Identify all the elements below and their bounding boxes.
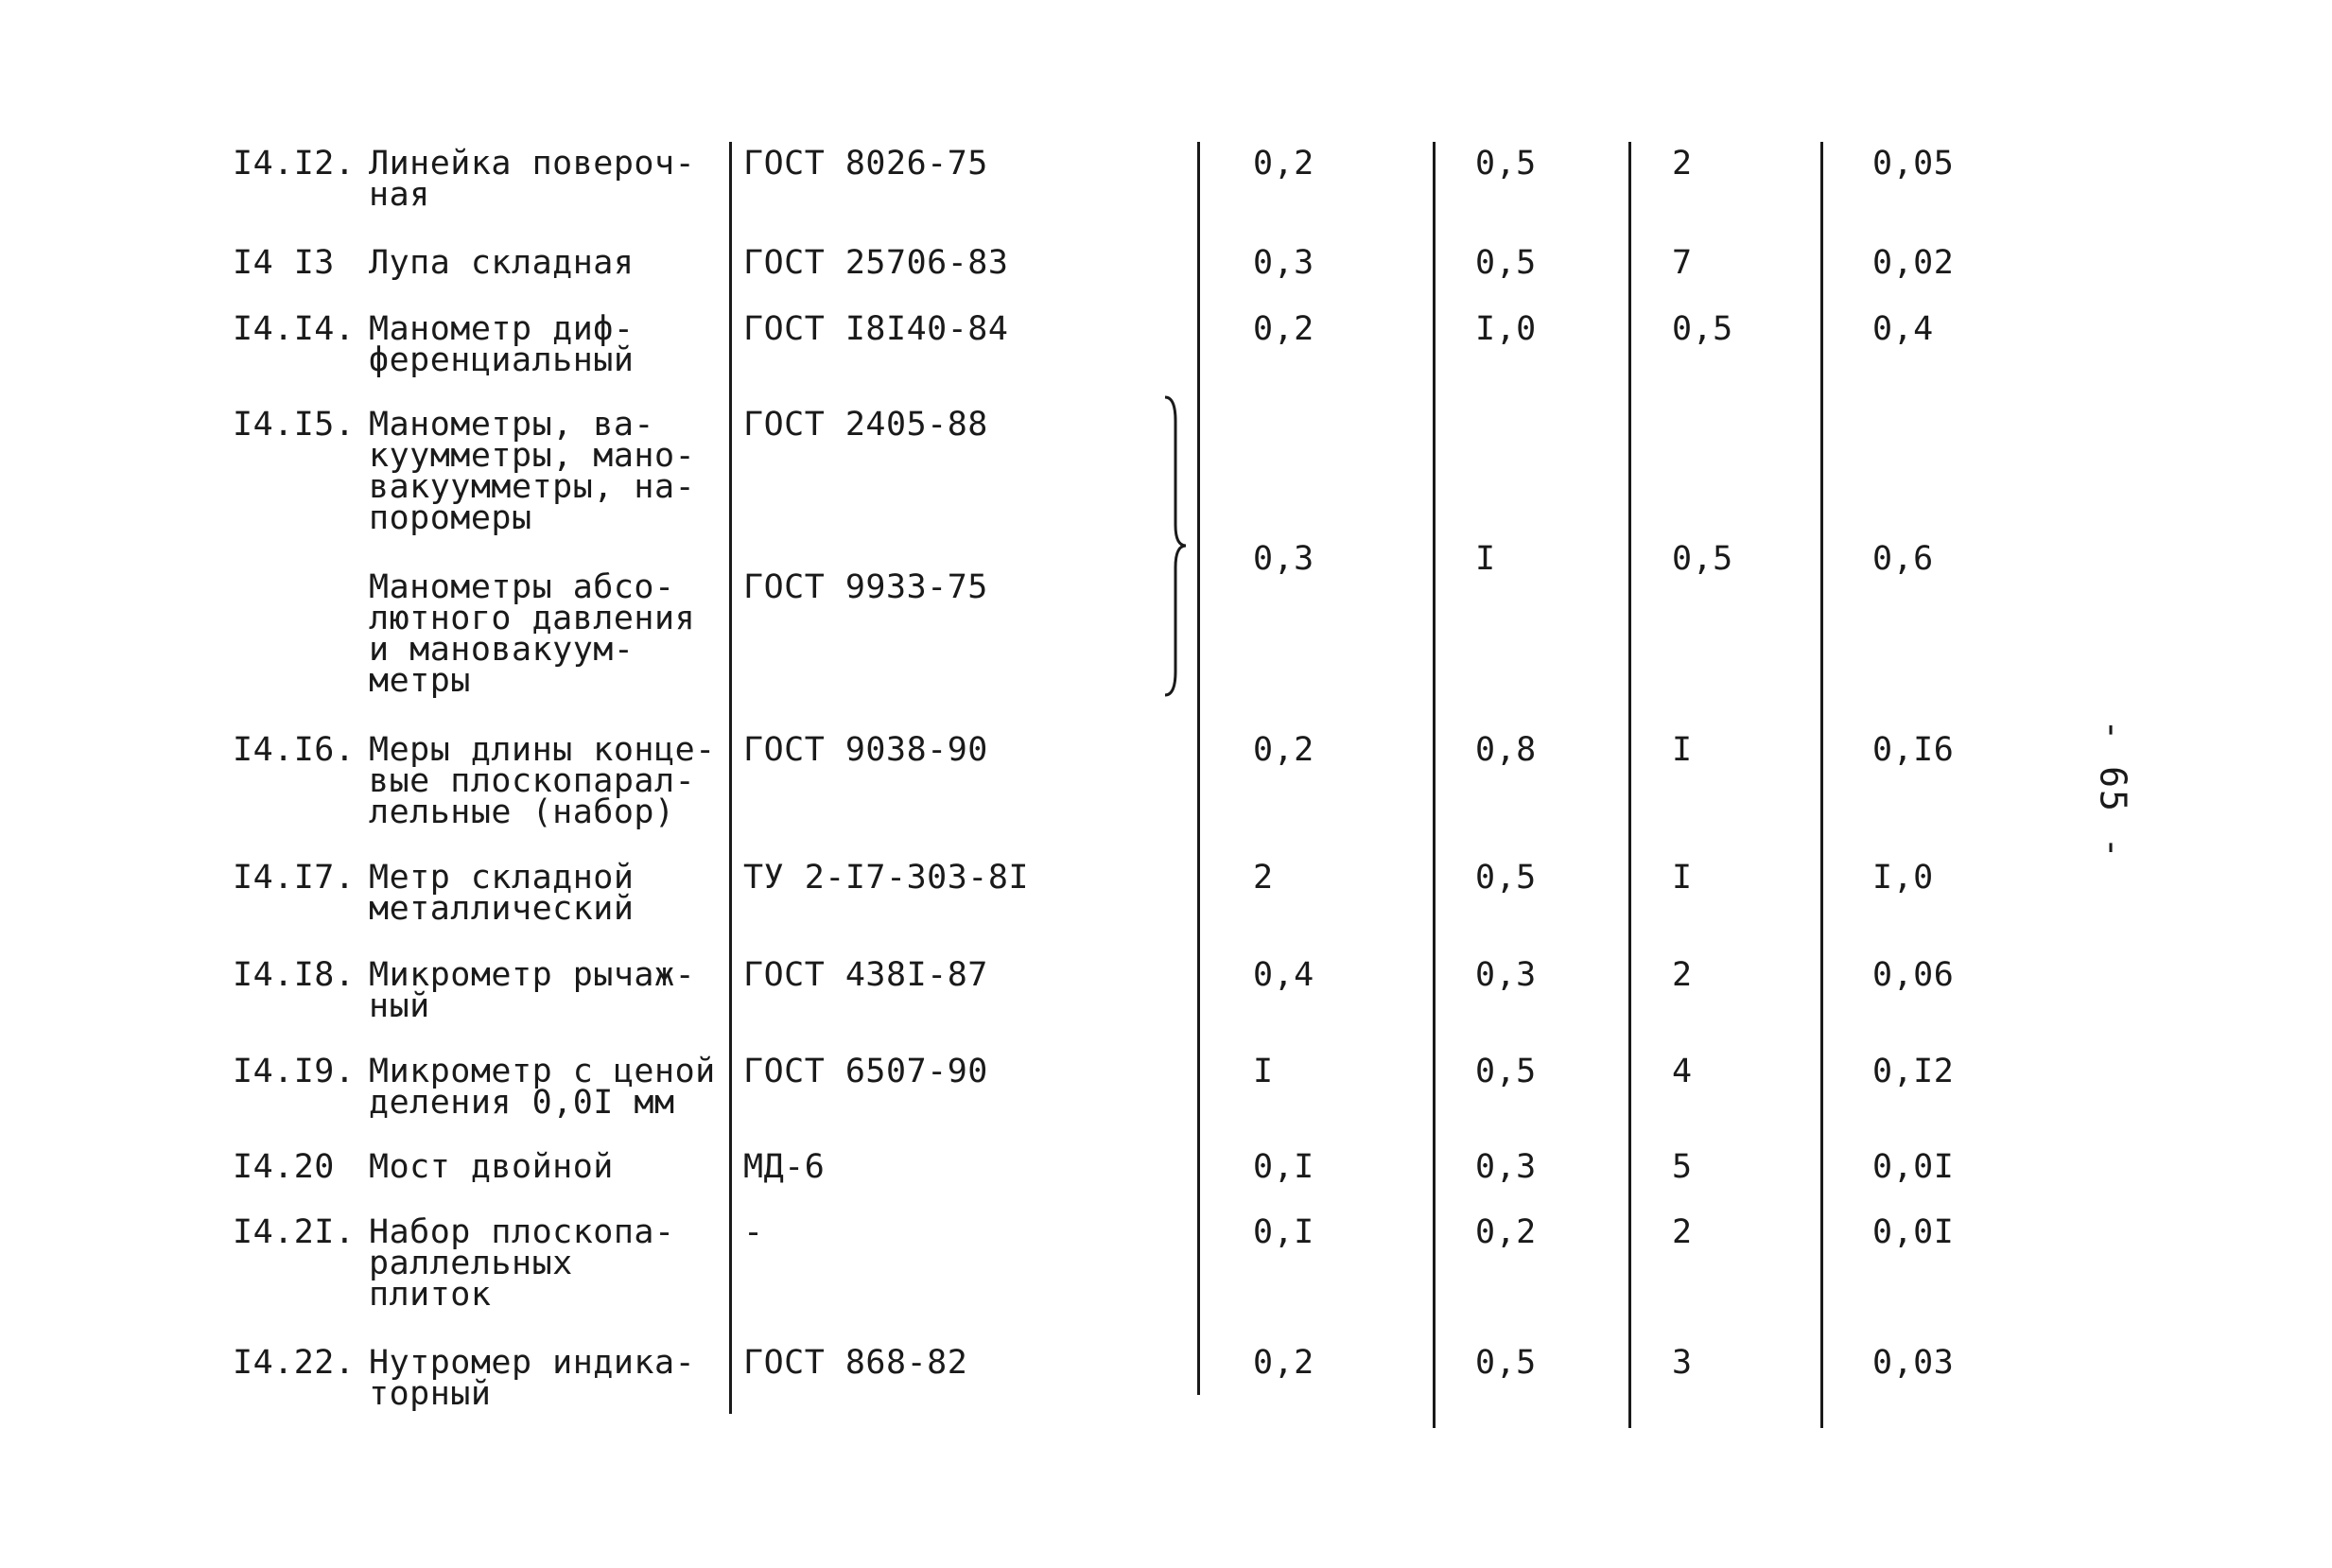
grouped-value-3: 0,5 — [1672, 540, 1733, 578]
value-4: 0,0I — [1872, 1213, 1955, 1251]
item-standard: ГОСТ 8026-75 — [743, 145, 988, 183]
item-name: Лупа складная — [369, 244, 635, 282]
item-number: I4.I2. — [233, 145, 356, 183]
value-3: 0,5 — [1672, 310, 1733, 348]
column-rule-after-value-1 — [1433, 142, 1436, 1428]
grouping-brace — [1144, 392, 1192, 700]
value-2: 0,3 — [1475, 1148, 1537, 1186]
item-number: I4.I9. — [233, 1053, 356, 1090]
item-name: Нутромер индика- торный — [369, 1344, 696, 1413]
item-number: I4 I3 — [233, 244, 335, 282]
value-3: 4 — [1672, 1053, 1693, 1090]
item-standard: ГОСТ 9038-90 — [743, 731, 988, 769]
value-3: 2 — [1672, 1213, 1693, 1251]
value-2: 0,5 — [1475, 1053, 1537, 1090]
value-4: 0,I2 — [1872, 1053, 1955, 1090]
item-standard: ГОСТ 6507-90 — [743, 1053, 988, 1090]
value-4: 0,4 — [1872, 310, 1934, 348]
value-2: 0,8 — [1475, 731, 1537, 769]
grouped-value-2: I — [1475, 540, 1496, 578]
value-4: 0,0I — [1872, 1148, 1955, 1186]
value-1: 0,4 — [1253, 956, 1314, 994]
item-number: I4.I4. — [233, 310, 356, 348]
item-number: I4.20 — [233, 1148, 335, 1186]
column-rule-after-standard — [1197, 142, 1200, 1395]
value-4: 0,06 — [1872, 956, 1955, 994]
item-standard: ГОСТ 9933-75 — [743, 568, 988, 606]
item-standard: ГОСТ I8I40-84 — [743, 310, 1009, 348]
grouped-value-4: 0,6 — [1872, 540, 1934, 578]
item-name: Манометры абсо- лютного давления и мановакуум- метры — [369, 568, 696, 700]
value-4: 0,05 — [1872, 145, 1955, 183]
value-4: 0,03 — [1872, 1344, 1955, 1382]
item-standard: МД-6 — [743, 1148, 826, 1186]
page-number: - 65 - — [2093, 719, 2134, 861]
item-number: I4.I5. — [233, 406, 356, 444]
value-3: I — [1672, 859, 1693, 897]
item-standard: - — [743, 1213, 764, 1251]
value-2: 0,5 — [1475, 1344, 1537, 1382]
item-name: Мост двойной — [369, 1148, 614, 1186]
item-name: Микрометр рычаж- ный — [369, 956, 696, 1025]
item-number: I4.22. — [233, 1344, 356, 1382]
value-2: 0,5 — [1475, 244, 1537, 282]
value-1: I — [1253, 1053, 1274, 1090]
value-4: 0,I6 — [1872, 731, 1955, 769]
item-standard: ГОСТ 2405-88 — [743, 406, 988, 444]
value-1: 0,2 — [1253, 731, 1314, 769]
item-standard: ГОСТ 438I-87 — [743, 956, 988, 994]
value-2: 0,5 — [1475, 145, 1537, 183]
value-2: 0,5 — [1475, 859, 1537, 897]
value-3: 3 — [1672, 1344, 1693, 1382]
column-rule-after-name — [729, 142, 732, 1414]
value-2: 0,3 — [1475, 956, 1537, 994]
item-name: Микрометр с ценой деления 0,0I мм — [369, 1053, 716, 1122]
value-3: 2 — [1672, 956, 1693, 994]
item-standard: ГОСТ 25706-83 — [743, 244, 1009, 282]
item-number: I4.I7. — [233, 859, 356, 897]
value-3: I — [1672, 731, 1693, 769]
value-1: 0,I — [1253, 1213, 1314, 1251]
value-1: 0,3 — [1253, 244, 1314, 282]
column-rule-after-value-2 — [1628, 142, 1631, 1428]
value-3: 5 — [1672, 1148, 1693, 1186]
value-1: 0,I — [1253, 1148, 1314, 1186]
value-1: 0,2 — [1253, 1344, 1314, 1382]
item-name: Метр складной металлический — [369, 859, 635, 928]
value-1: 0,2 — [1253, 310, 1314, 348]
value-1: 0,2 — [1253, 145, 1314, 183]
value-1: 2 — [1253, 859, 1274, 897]
value-2: 0,2 — [1475, 1213, 1537, 1251]
value-4: I,0 — [1872, 859, 1934, 897]
item-number: I4.I6. — [233, 731, 356, 769]
value-2: I,0 — [1475, 310, 1537, 348]
item-standard: ГОСТ 868-82 — [743, 1344, 968, 1382]
value-3: 7 — [1672, 244, 1693, 282]
column-rule-after-value-3 — [1820, 142, 1823, 1428]
item-standard: ТУ 2-I7-303-8I — [743, 859, 1030, 897]
page-number-container — [2052, 719, 2175, 861]
item-number: I4.2I. — [233, 1213, 356, 1251]
item-name: Набор плоскопа- раллельных плиток — [369, 1213, 675, 1314]
item-name: Манометры, ва- куумметры, мано- вакуумметры, на- поромеры — [369, 406, 696, 537]
item-name: Линейка повероч- ная — [369, 145, 696, 214]
value-4: 0,02 — [1872, 244, 1955, 282]
grouped-value-1: 0,3 — [1253, 540, 1314, 578]
item-name: Манометр диф- ференциальный — [369, 310, 635, 379]
value-3: 2 — [1672, 145, 1693, 183]
item-number: I4.I8. — [233, 956, 356, 994]
item-name: Меры длины конце- вые плоскопарал- лельные (набор) — [369, 731, 716, 831]
